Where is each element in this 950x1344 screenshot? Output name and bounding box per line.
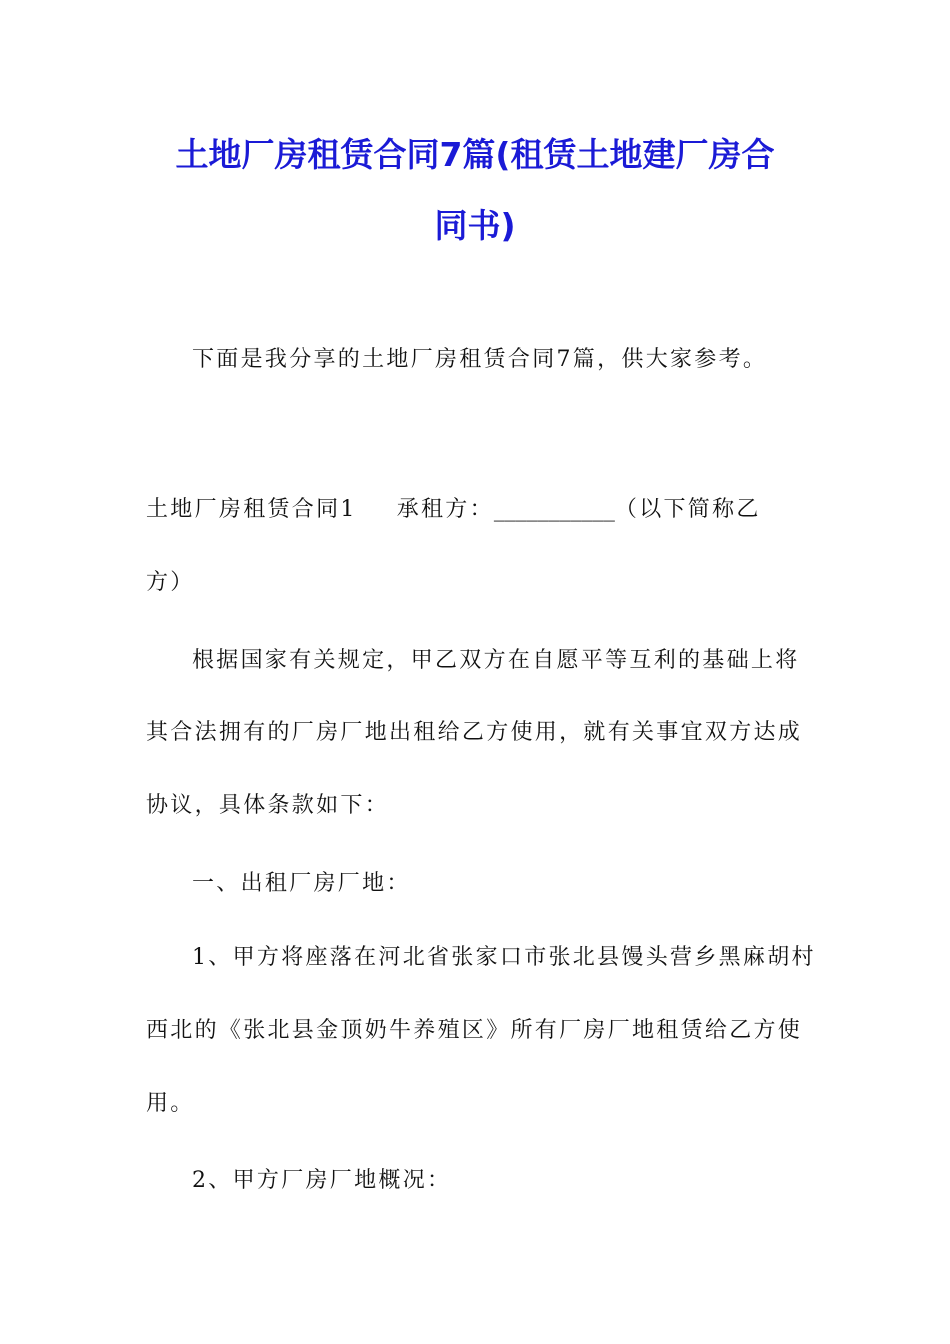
- lessee-suffix: （以下简称乙: [614, 497, 761, 522]
- section-heading-line: [146, 495, 761, 525]
- paragraph-1-line-2: 其合法拥有的厂房厂地出租给乙方使用，就有关事宜双方达成: [146, 720, 803, 745]
- item-1-line-2: 西北的《张北县金顶奶牛养殖区》所有厂房厂地租赁给乙方使: [146, 1018, 803, 1043]
- item-1-line-3: 用。: [146, 1091, 195, 1116]
- paragraph-1-line-1: 根据国家有关规定，甲乙双方在自愿平等互利的基础上将: [192, 648, 800, 673]
- item-2: 2、甲方厂房厂地概况：: [192, 1168, 452, 1193]
- lessee-label: 承租方：: [396, 497, 494, 522]
- item-1-line-1: 1、甲方将座落在河北省张家口市张北县馒头营乡黑麻胡村: [192, 945, 816, 970]
- document-title-line-2: 同书): [434, 206, 516, 245]
- section-heading: 土地厂房租赁合同1: [146, 497, 357, 522]
- lessee-suffix-continued: 方）: [146, 570, 195, 595]
- intro-paragraph: 下面是我分享的土地厂房租赁合同7篇，供大家参考。: [192, 347, 768, 372]
- document-title-line-1: 土地厂房租赁合同7篇(租赁土地建厂房合: [175, 135, 775, 174]
- clause-1-heading: 一、出租厂房厂地：: [192, 871, 411, 896]
- paragraph-1-line-3: 协议，具体条款如下：: [146, 793, 390, 818]
- lessee-blank: ___________: [493, 497, 615, 522]
